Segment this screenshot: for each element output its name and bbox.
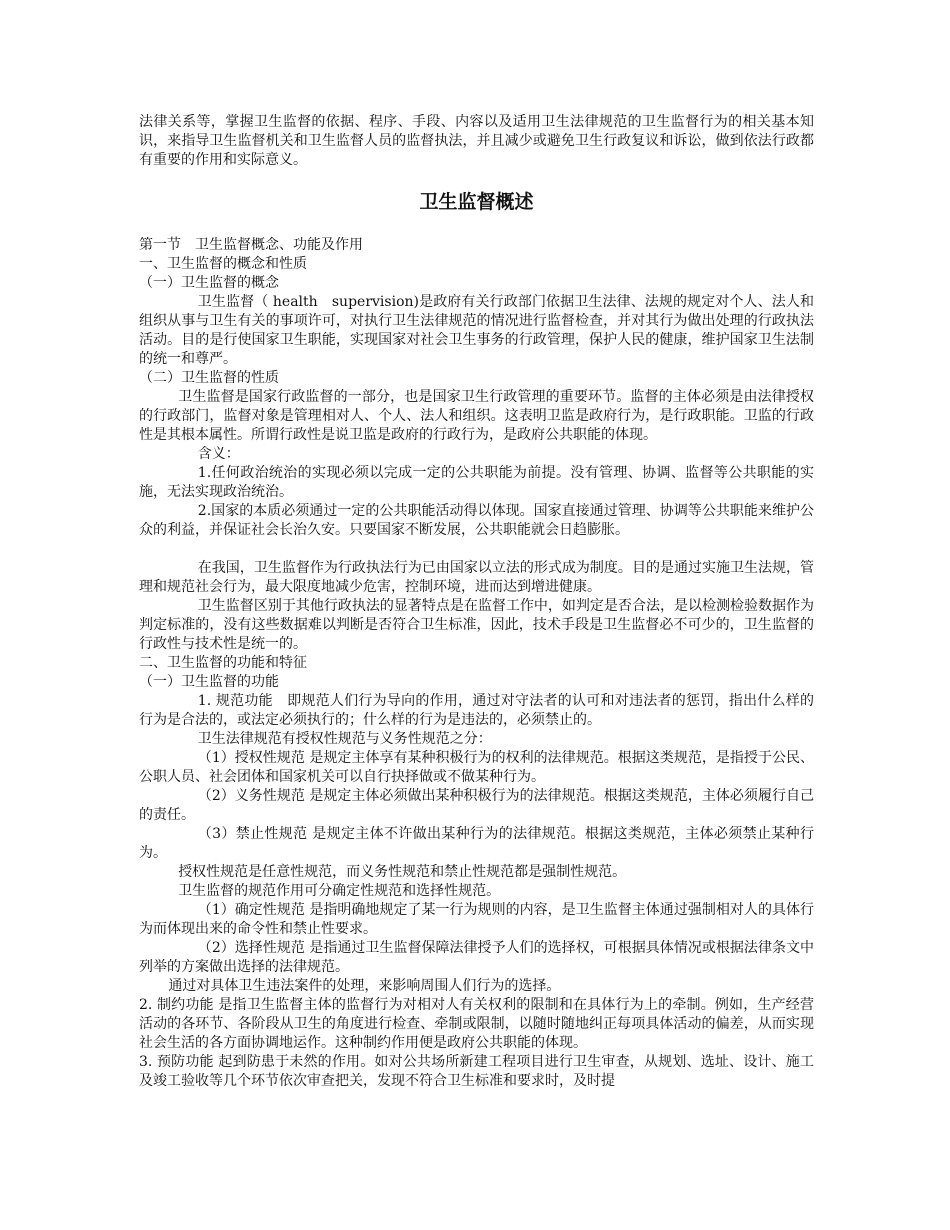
function-1-item-c: （3）禁止性规范 是规定主体不许做出某种行为的法律规范。根据这类规范，主体必须禁止某种行为。 [139,826,814,861]
meaning-label: 含义： [197,446,240,462]
heading-1: 一、卫生监督的概念和性质 [139,256,307,272]
function-1-item-e: （2）选择性规范 是指通过卫生监督保障法律授予人们的选择权，可根据具体情况或根据法律条文中列举的方案做出选择的法律规范。 [139,940,814,975]
blank-line [139,540,814,559]
function-3: 3. 预防功能 起到防患于未然的作用。如对公共场所新建工程项目进行卫生审查，从规划、选址、设计、施工及竣工验收等几个环节依次审查把关，发现不符合卫生标准和要求时，及时提 [139,1054,814,1089]
function-1-intro: 卫生法律规范有授权性规范与义务性规范之分： [197,731,492,747]
function-1: 1. 规范功能 即规范人们行为导向的作用，通过对守法者的认可和对违法者的惩罚，指出什么样的行为是合法的，或法定必须执行的；什么样的行为是违法的，必须禁止的。 [139,693,814,728]
document-page [139,113,814,1091]
section-heading: 第一节 卫生监督概念、功能及作用 [139,237,363,253]
paragraph-distinct: 卫生监督区别于其他行政执法的显著特点是在监督工作中，如判定是否合法，是以检测检验数据作为判定标准的，没有这些数据难以判断是否符合卫生标准，因此，技术手段是卫生监督必不可少的，卫生监督的行政性与技术性是统一的。 [139,598,814,652]
heading-1-2: （二）卫生监督的性质 [139,370,279,386]
function-1-intro-2: 卫生监督的规范作用可分确定性规范和选择性规范。 [178,883,501,899]
function-1-end: 通过对具体卫生违法案件的处理，来影响周围人们行为的选择。 [168,978,561,994]
function-1-item-d: （1）确定性规范 是指明确地规定了某一行为规则的内容，是卫生监督主体通过强制相对人的具体行为而体现出来的命令性和禁止性要求。 [139,902,814,937]
function-2: 2. 制约功能 是指卫生监督主体的监督行为对相对人有关权利的限制和在具体行为上的牵制。例如，生产经营活动的各环节、各阶段从卫生的角度进行检查、牵制或限制，以随时随地纠正每项具体活动的偏差，从而实现社会生活的各方面协调地运作。这种制约作用便是政府公共职能的体现。 [139,997,814,1051]
heading-2: 二、卫生监督的功能和特征 [139,655,307,671]
function-1-item-a: （1）授权性规范 是规定主体享有某种积极行为的权利的法律规范。根据这类规范，是指授于公民、公职人员、社会团体和国家机关可以自行抉择做或不做某种行为。 [139,750,814,785]
function-1-item-b: （2）义务性规范 是规定主体必须做出某种积极行为的法律规范。根据这类规范，主体必须履行自己的责任。 [139,788,814,823]
paragraph-china: 在我国，卫生监督作为行政执法行为已由国家以立法的形式成为制度。目的是通过实施卫生法规，管理和规范社会行为，最大限度地减少危害，控制环境，进而达到增进健康。 [139,560,814,595]
paragraph-concept: 卫生监督（ health supervision)是政府有关行政部门依据卫生法律、法规的规定对个人、法人和组织从事与卫生有关的事项许可，对执行卫生法律规范的情况进行监督检查，并对其行为做出处理的行政执法活动。目的是行使国家卫生职能，实现国家对社会卫生事务的行政管理，保护人民的健康，维护国家卫生法制的统一和尊严。 [139,294,814,367]
page-title: 卫生监督概述 [419,191,534,213]
paragraph-nature: 卫生监督是国家行政监督的一部分，也是国家卫生行政管理的重要环节。监督的主体必须是由法律授权的行政部门，监督对象是管理相对人、个人、法人和组织。这表明卫监是政府行为，是行政职能。卫监的行政性是其根本属性。所谓行政性是说卫监是政府的行政行为，是政府公共职能的体现。 [139,389,814,443]
intro-paragraph: 法律关系等，掌握卫生监督的依据、程序、手段、内容以及适用卫生法律规范的卫生监督行为的相关基本知识，来指导卫生监督机关和卫生监督人员的监督执法，并且减少或避免卫生行政复议和诉讼，做到依法行政都有重要的作用和实际意义。 [139,114,814,168]
heading-2-1: （一）卫生监督的功能 [139,674,279,690]
meaning-item-1: 1.任何政治统治的实现必须以完成一定的公共职能为前提。没有管理、协调、监督等公共职能的实施，无法实现政治统治。 [139,465,814,500]
heading-1-1: （一）卫生监督的概念 [139,275,279,291]
meaning-item-2: 2.国家的本质必须通过一定的公共职能活动得以体现。国家直接通过管理、协调等公共职能来维护公众的利益，并保证社会长治久安。只要国家不断发展，公共职能就会日趋膨胀。 [139,503,814,538]
function-1-summary: 授权性规范是任意性规范，而义务性规范和禁止性规范都是强制性规范。 [178,864,627,880]
